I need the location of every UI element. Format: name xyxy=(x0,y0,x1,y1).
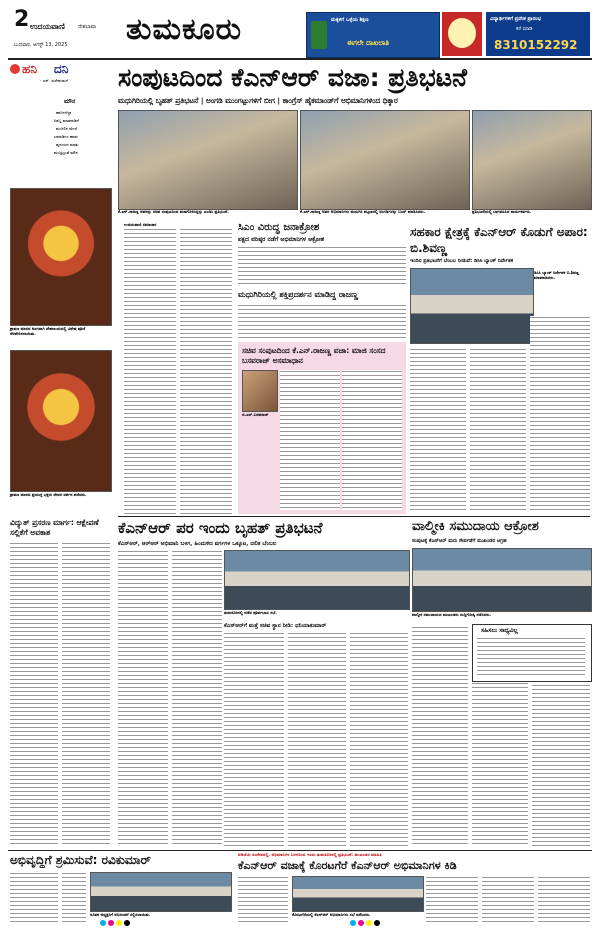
poem-line: ಹಾದಿಗಳೆಲ್ಲಾ xyxy=(56,110,72,115)
lead-caption-1: ಕೆ.ಎನ್.ರಾಜಣ್ಣ ಅವರನ್ನು ಸಚಿವ ಸಂಪುಟದಿಂದ ವಜಾಗೊಳಿಸಿದ್ದನ್ನು ಖಂಡಿಸಿ ಪ್ರತಿಭಟನೆ. xyxy=(118,209,229,214)
story-c-body-2 xyxy=(470,348,526,512)
reg-mark-cyan xyxy=(350,920,356,926)
story-f-body-1 xyxy=(412,626,468,846)
city-title: ತುಮಕೂರು xyxy=(126,12,243,47)
honey-logo-dot xyxy=(10,64,20,74)
reg-mark-magenta xyxy=(358,920,364,926)
masthead-rule xyxy=(8,58,592,60)
story-e-body-2 xyxy=(172,550,222,846)
story-h-photo xyxy=(90,872,232,912)
issue-date: ಬುಧವಾರ, ಆಗಸ್ಟ್ 13, 2025 xyxy=(14,42,68,48)
story-g-body-1 xyxy=(10,542,58,846)
lead-photo-shops xyxy=(300,110,470,210)
story-e-sub2: ಕೆಎನ್‌ಆರ್‌ಗೆ ಮತ್ತೆ ಸಚಿವ ಸ್ಥಾನ ನೀಡಿ: ಧನಿಯಾಕುಮಾರ್ xyxy=(224,623,327,629)
reg-mark-cyan xyxy=(100,920,106,926)
lead-caption-3: ಪ್ರತಿಭಟನೆಯಲ್ಲಿ ಭಾಗವಹಿಸಿದ ಕಾರ್ಯಕರ್ತರು. xyxy=(472,209,532,214)
story-e-body-5 xyxy=(350,632,408,846)
poem-line: ನಿಶಬ್ದ ಮಾತನಾಡಿದೆ xyxy=(54,118,79,123)
ad-phone-line2: ಕರೆ ಮಾಡಿ xyxy=(516,26,533,32)
lead-body-col2 xyxy=(180,228,232,514)
story-f-box xyxy=(472,624,592,682)
mid-rule xyxy=(118,516,590,517)
story-f-box-body xyxy=(477,637,585,677)
story-a-body xyxy=(238,246,406,284)
reg-mark-black xyxy=(374,920,380,926)
story-c-body-3 xyxy=(530,316,590,512)
story-e-body-1 xyxy=(118,550,168,846)
reg-mark-yellow xyxy=(366,920,372,926)
story-d-portrait xyxy=(242,370,278,412)
ad-school xyxy=(306,12,440,58)
shrine-caption: ಶ್ರಾವಣ ಮಾಸದ ಅಂಗವಾಗಿ ದೇವಾಲಯದಲ್ಲಿ ವಿಶೇಷ ಪೂಜೆ ನೆರವೇರಿಸಲಾಯಿತು. xyxy=(10,326,86,336)
story-c-subhead: ಇಂದಿನ ಪ್ರತಿಭಟನೆಗೆ ಬೆಂಬಲ ನೀಡುವೆ: ಡಿಸಿಸಿ ಬ್ಯಾಂಕ್ ನಿರ್ದೇಶಕ xyxy=(410,258,514,264)
lead-subhead: ಮಧುಗಿರಿಯಲ್ಲಿ ಬೃಹತ್ ಪ್ರತಿಭಟನೆ | ಅಂಗಡಿ ಮುಂಗಟ್ಟುಗಳಿಗೆ ಬೀಗ | ಕಾಂಗ್ರೆಸ್ ಹೈಕಮಾಂಡ್‌ಗೆ ಅಭಿಮಾನಿಗಳಿಂದ ಧಿಕ್ಕಾರ xyxy=(118,96,398,105)
lead-headline: ಸಂಪುಟದಿಂದ ಕೆಎನ್‌ಆರ್ ವಜಾ: ಪ್ರತಿಭಟನೆ xyxy=(118,63,467,92)
story-h-headline: ಅಭಿವೃದ್ಧಿಗೆ ಶ್ರಮಿಸುವೆ: ರವಿಕುಮಾರ್ xyxy=(10,853,151,867)
ad-school-line1: ಮಕ್ಕಳಿಗೆ ಒಳ್ಳೆಯ ಶಿಕ್ಷಣ xyxy=(331,17,369,23)
ad-phone-number: 8310152292 xyxy=(494,38,578,52)
story-e-photo xyxy=(224,550,410,610)
story-i-caption: ಕೊರಟಗೆರೆಯಲ್ಲಿ ಕೆಎನ್‌ಆರ್ ಅಭಿಮಾನಿಗಳು ಸಭೆ ನಡೆಸಿದರು. xyxy=(292,912,371,917)
ad-admission-badge xyxy=(448,18,476,48)
story-g-headline: ವಿದ್ಯುತ್ ಪ್ರಸರಣ ಮಾರ್ಗ: ಆಕ್ಷೇಪಣೆ ಸಲ್ಲಿಕೆಗೆ ಅವಕಾಶ xyxy=(10,518,99,537)
story-c-headline: ಸಹಕಾರ ಕ್ಷೇತ್ರಕ್ಕೆ ಕೆಎನ್‌ಆರ್ ಕೊಡುಗೆ ಅಪಾರ: ಬಿ.ಶಿವಣ್ಣ xyxy=(410,225,588,255)
ad-school-line2: ಈಗಲೇ ದಾಖಲಾತಿ xyxy=(347,39,389,47)
bottom-rule xyxy=(8,850,592,851)
story-f-body-3 xyxy=(532,684,590,846)
poem-line: ಬಾನಾಡಿಗಳ ಹಾಡು xyxy=(54,134,78,139)
story-i-body-4 xyxy=(538,876,590,922)
lead-photo-crowd xyxy=(472,110,592,210)
story-d-box xyxy=(238,342,406,514)
story-e-caption: ತುಮಕೂರಿನಲ್ಲಿ ನಡೆದ ಪೂರ್ವಭಾವಿ ಸಭೆ. xyxy=(224,610,277,615)
shrine-photo xyxy=(10,188,112,326)
poem-line: ಮುಚ್ಚಿಟ್ಟಂತೆ ಮೌನ xyxy=(54,150,78,155)
story-h-body-1 xyxy=(10,872,58,922)
story-i-body-1 xyxy=(238,876,288,922)
story-b-headline: ಮಧುಗಿರಿಯಲ್ಲಿ ಶಕ್ತಿಪ್ರದರ್ಶನ ಮಾಡಿದ್ದ ರಾಜಣ್ಣ xyxy=(238,290,358,299)
ad-phone-line1: ವಿದ್ಯಾರ್ಥಿಗಳಿಗೆ ಪ್ರವೇಶ ಪ್ರಾರಂಭ xyxy=(490,16,542,22)
registration-marks xyxy=(100,920,500,926)
story-i-headline: ಕೆಎನ್‌ಆರ್ ವಜಾಕ್ಕೆ ಕೊರಟಗೆರೆ ಕೆಎನ್‌ಆರ್ ಅಭಿಮಾನಿಗಳ ಕಿಡಿ xyxy=(238,859,457,872)
story-f-photo xyxy=(412,548,592,612)
story-f-subhead: ಸಂಪುಟಕ್ಕೆ ಕೆಎನ್‌ಆರ್ ಮರು ಸೇರ್ಪಡೆಗೆ ಮುಖಂಡರ ಆಗ್ರಹ xyxy=(412,538,507,544)
ad-school-badge xyxy=(311,21,327,49)
story-d-headline: ಸಚಿವ ಸಂಪುಟದಿಂದ ಕೆ.ಎನ್.ರಾಜಣ್ಣ ವಜಾ: ಮಾಜಿ ಸಂಸದ ಬಸವರಾಜ್ ಅಸಮಾಧಾನ xyxy=(242,346,386,365)
story-f-headline: ವಾಲ್ಮೀಕಿ ಸಮುದಾಯ ಆಕ್ರೋಶ xyxy=(412,519,539,534)
story-f-box-title: ಸಹಿಸಲು ಸಾಧ್ಯವಿಲ್ಲ xyxy=(481,627,518,634)
story-h-caption: ನೂತನ ಅಧ್ಯಕ್ಷರಿಗೆ ಅಭಿನಂದನೆ ಸಲ್ಲಿಸಲಾಯಿತು. xyxy=(90,912,151,917)
lead-body-col1 xyxy=(124,228,176,514)
story-e-body-4 xyxy=(288,632,346,846)
column-author: - ಎಸ್. ಸುರೇಶಬಾಬ್ xyxy=(40,78,69,83)
reg-mark-yellow xyxy=(116,920,122,926)
poem-title: ಮೌನ xyxy=(64,98,76,105)
masthead xyxy=(14,8,590,56)
story-h-body-2 xyxy=(62,872,86,922)
ad-phone-box xyxy=(486,12,590,56)
lead-byline: ಉದಯವಾಣಿ ಸಮಾಚಾರ xyxy=(124,222,157,227)
story-e-body-3 xyxy=(224,632,284,846)
shrine-photo-2 xyxy=(10,350,112,492)
story-d-body-2 xyxy=(342,370,402,510)
poem-line: ಹೃದಯದ ಮಾತು xyxy=(56,142,79,147)
story-d-body-1 xyxy=(280,370,340,510)
shrine-caption-2: ಶ್ರಾವಣ ಮಾಸದ ಪ್ರಯುಕ್ತ ಭಕ್ತರು ದೇವರ ದರ್ಶನ ಪಡೆದರು. xyxy=(10,492,87,497)
column-title-a: ಹನಿ xyxy=(22,62,37,76)
story-a-headline: ಸಿಎಂ ವಿರುದ್ಧ ಜನಾಕ್ರೋಶ xyxy=(238,222,320,233)
story-a-subhead: ಪಕ್ಷದ ವರಿಷ್ಠರ ನಡೆಗೆ ಅಭಿಮಾನಿಗಳ ಆಕ್ರೋಶ xyxy=(238,236,325,243)
story-g-body-2 xyxy=(62,542,110,846)
honey-column xyxy=(10,62,110,186)
story-c-photo xyxy=(410,268,534,344)
story-i-body-3 xyxy=(482,876,534,922)
reg-mark-black xyxy=(124,920,130,926)
story-c-caption: ಡಿಸಿಸಿ ಬ್ಯಾಂಕ್ ನಿರ್ದೇಶಕ ಬಿ.ಶಿವಣ್ಣ ಮಾತನಾಡಿದರು. xyxy=(534,270,580,280)
story-e-headline: ಕೆಎನ್‌ಆರ್ ಪರ ಇಂದು ಬೃಹತ್ ಪ್ರತಿಭಟನೆ xyxy=(118,519,323,537)
lead-photo-protest xyxy=(118,110,298,210)
story-i-photo xyxy=(292,876,424,912)
lead-caption-2: ಕೆ.ಎನ್.ರಾಜಣ್ಣ ಅವರ ಅಭಿಮಾನಿಗಳು ಮಧುಗಿರಿ ಪಟ್ಟಣದಲ್ಲಿ ಅಂಗಡಿಗಳನ್ನು ಬಂದ್ ಮಾಡಿಸಿದರು. xyxy=(300,209,426,214)
poem-line: ಮುಗಿಲಿನ ಮೇಲೆ xyxy=(56,126,78,131)
story-b-body xyxy=(238,304,406,338)
edition-tag: ದೇಶಭಾಷಾ xyxy=(78,24,96,30)
story-i-kicker: ಆಡಿಯೋ ಸಂದೇಶದಲ್ಲಿ, ಅಭಿಮಾನಿಗಳ ಬಳಗದಿಂದ ಇಂದು ತುಮಕೂರಿನಲ್ಲಿ ಪ್ರತಿಭಟನೆ: ಮುಖಂಡರ ಮಾಹಿತಿ xyxy=(238,852,382,857)
story-d-caption: ಜಿ.ಎಸ್.ಬಸವರಾಜ್ xyxy=(242,412,269,417)
ad-admission xyxy=(442,12,482,56)
reg-mark-magenta xyxy=(108,920,114,926)
column-title-b: ದನಿ xyxy=(54,62,69,76)
paper-name: ಉದಯವಾಣಿ xyxy=(30,22,65,31)
page-number: 2 xyxy=(14,7,30,32)
story-c-body-1 xyxy=(410,348,466,512)
story-e-subhead: ಕೆಎನ್‌ಆರ್, ಆರ್‌ಆರ್ ಅಭಿಮಾನಿ ಬಳಗ, ಹಿಂದುಳಿದ ವರ್ಗಗಳ ಒಕ್ಕೂಟ, ದಲಿತ ಬೆಂಬಲ xyxy=(118,541,277,547)
story-i-body-2 xyxy=(426,876,478,922)
story-f-caption: ವಾಲ್ಮೀಕಿ ಸಮುದಾಯದ ಮುಖಂಡರು ಸುದ್ದಿಗೋಷ್ಠಿ ನಡೆಸಿದರು. xyxy=(412,612,492,617)
